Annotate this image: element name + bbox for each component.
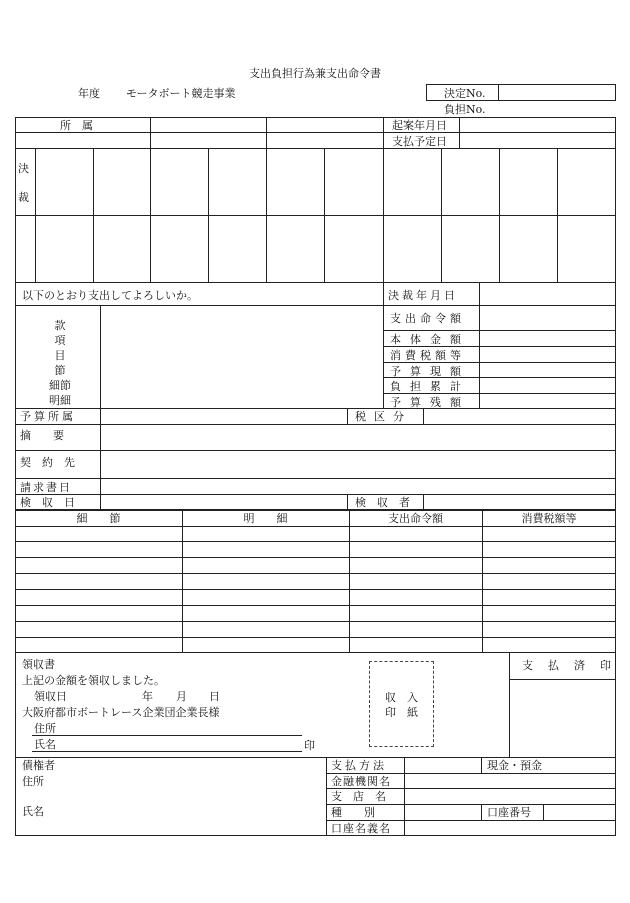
approval-section bbox=[15, 117, 616, 283]
budget-meisai: 明細 bbox=[49, 394, 71, 407]
draft-date-label: 起案年月日 bbox=[392, 119, 447, 132]
branch-name-label: 支 店 名 bbox=[331, 790, 386, 803]
receipt-address-label: 住所 bbox=[34, 722, 56, 735]
col-meisai: 明 細 bbox=[243, 512, 288, 525]
col-order-amount: 支出命令額 bbox=[388, 512, 443, 525]
page-title: 支出負担行為兼支出命令書 bbox=[249, 67, 381, 80]
summary-label: 摘 要 bbox=[20, 429, 64, 442]
affiliation-label: 所 属 bbox=[60, 119, 93, 132]
receipt-year: 年 bbox=[142, 690, 153, 703]
account-type-label: 種 別 bbox=[331, 806, 375, 819]
budget-affiliation-label: 予算所属 bbox=[20, 410, 76, 423]
receipt-addressee: 大阪府都市ボートレース企業団企業長様 bbox=[22, 706, 220, 719]
creditor-address-label: 住所 bbox=[22, 775, 44, 788]
pay-method-value: 現金・預金 bbox=[487, 759, 542, 772]
receipt-date-label: 領収日 bbox=[34, 690, 67, 703]
col-tax-amount: 消費税額等 bbox=[521, 512, 577, 525]
pay-method-label: 支払方法 bbox=[331, 759, 387, 772]
receipt-month: 月 bbox=[176, 690, 187, 703]
year-label: 年度 bbox=[78, 87, 100, 100]
amount-burden-total: 負担累計 bbox=[390, 380, 470, 393]
approval-ketsu: 決 bbox=[18, 162, 29, 175]
amount-budget-remaining: 予算残額 bbox=[390, 396, 470, 409]
detail-table bbox=[15, 510, 616, 653]
receipt-line1: 上記の金額を領収しました。 bbox=[22, 674, 165, 687]
amount-order: 支出命令額 bbox=[390, 312, 465, 325]
revenue-stamp-label-2: 印 紙 bbox=[385, 706, 418, 719]
amount-body: 本体金額 bbox=[390, 333, 470, 346]
col-setsu: 細 節 bbox=[76, 512, 121, 525]
payment-date-label: 支払予定日 bbox=[392, 135, 447, 148]
receipt-seal-label: 印 bbox=[304, 739, 315, 752]
creditor-name-label: 氏名 bbox=[22, 805, 44, 818]
budget-saisetsu: 細節 bbox=[49, 379, 71, 392]
creditor-label: 債権者 bbox=[22, 759, 55, 772]
budget-kan: 款 bbox=[54, 319, 66, 332]
account-no-label: 口座番号 bbox=[487, 806, 531, 819]
invoice-date-label: 請求書日 bbox=[20, 481, 72, 494]
receipt-title: 領収書 bbox=[22, 658, 55, 671]
revenue-stamp-label-1: 収 入 bbox=[385, 691, 418, 704]
approval-date-label: 決裁年月日 bbox=[388, 289, 458, 302]
budget-setsu: 節 bbox=[54, 364, 66, 377]
budget-moku: 目 bbox=[54, 349, 66, 362]
budget-kou: 項 bbox=[54, 334, 66, 347]
business-name: モータボート競走事業 bbox=[126, 87, 236, 100]
amount-budget-current: 予算現額 bbox=[390, 365, 470, 378]
decision-no-label: 決定No. bbox=[444, 87, 486, 100]
inspection-date-label: 検 収 日 bbox=[20, 496, 75, 509]
inspector-label: 検 収 者 bbox=[355, 496, 410, 509]
approval-sai: 裁 bbox=[18, 191, 29, 204]
revenue-stamp-box bbox=[369, 661, 434, 747]
receipt-name-label: 氏名 bbox=[34, 738, 56, 751]
account-name-label: 口座名義名 bbox=[331, 822, 391, 835]
receipt-day: 日 bbox=[209, 690, 220, 703]
amount-tax: 消費税額等 bbox=[390, 349, 465, 362]
request-text: 以下のとおり支出してよろしいか。 bbox=[22, 289, 198, 302]
contractor-label: 契 約 先 bbox=[20, 456, 75, 469]
burden-no-label: 負担No. bbox=[444, 103, 486, 116]
bank-name-label: 金融機関名 bbox=[331, 775, 391, 788]
paid-stamp-label: 支 払 済 印 bbox=[522, 659, 613, 672]
tax-class-label: 税区分 bbox=[355, 410, 412, 423]
